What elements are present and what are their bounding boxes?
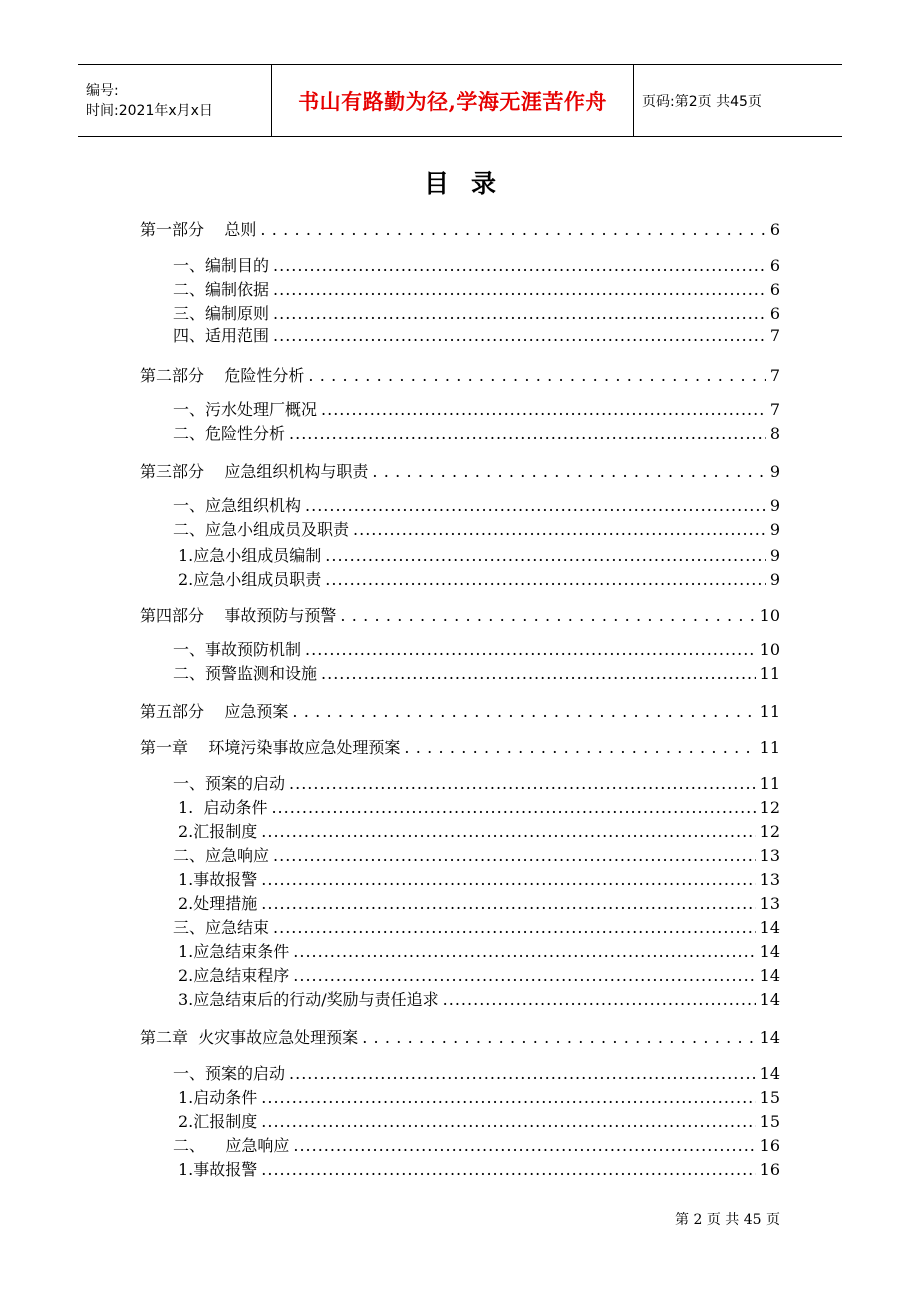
toc-entry-label: 二、应急小组成员及职责 bbox=[173, 520, 350, 539]
toc-entry-page: 8 bbox=[769, 424, 780, 443]
toc-dot-leader bbox=[273, 918, 756, 938]
toc-entry-page: 11 bbox=[759, 774, 780, 793]
toc-entry-page: 14 bbox=[759, 1028, 780, 1047]
toc-entry-label: 一、预案的启动 bbox=[173, 774, 286, 793]
toc-entry[interactable] bbox=[173, 520, 780, 540]
toc-entry-page: 15 bbox=[759, 1112, 780, 1131]
toc-dot-leader bbox=[321, 400, 766, 420]
header-page-label: 页码:第2页 共45页 bbox=[642, 93, 762, 110]
toc-entry-label: 二、预警监测和设施 bbox=[173, 664, 318, 683]
toc-dot-leader bbox=[404, 738, 755, 758]
toc-entry-label: 2.汇报制度 bbox=[178, 1112, 258, 1131]
toc-dot-leader bbox=[289, 774, 756, 794]
toc-entry-page: 15 bbox=[759, 1088, 780, 1107]
toc-dot-leader bbox=[273, 846, 756, 866]
toc-entry-label: 1.事故报警 bbox=[178, 870, 258, 889]
toc-dot-leader bbox=[305, 496, 766, 516]
toc-entry[interactable] bbox=[173, 496, 780, 516]
toc-dot-leader bbox=[321, 664, 756, 684]
toc-entry[interactable] bbox=[173, 846, 780, 866]
toc-entry-page: 6 bbox=[769, 256, 780, 275]
toc-dot-leader bbox=[271, 798, 755, 818]
toc-entry-label: 四、适用范围 bbox=[173, 326, 270, 345]
toc-dot-leader bbox=[293, 1136, 755, 1156]
toc-entry-page: 12 bbox=[759, 798, 780, 817]
toc-dot-leader bbox=[261, 1088, 755, 1108]
toc-entry[interactable] bbox=[173, 1136, 780, 1156]
toc-entry[interactable] bbox=[173, 280, 780, 300]
toc-dot-leader bbox=[289, 1064, 756, 1084]
toc-dot-leader bbox=[372, 462, 765, 482]
toc-entry-label: 第一部分 总则 bbox=[140, 220, 257, 239]
toc-entry-page: 14 bbox=[759, 966, 780, 985]
toc-entry[interactable] bbox=[140, 220, 780, 240]
toc-entry-page: 13 bbox=[759, 870, 780, 889]
toc-entry-label: 二、危险性分析 bbox=[173, 424, 286, 443]
toc-entry[interactable] bbox=[173, 256, 780, 276]
toc-dot-leader bbox=[305, 640, 756, 660]
toc-entry-label: 二、编制依据 bbox=[173, 280, 270, 299]
toc-entry[interactable] bbox=[173, 304, 780, 324]
toc-entry[interactable] bbox=[178, 546, 780, 566]
toc-entry-label: 第四部分 事故预防与预警 bbox=[140, 606, 337, 625]
toc-entry[interactable] bbox=[173, 918, 780, 938]
toc-entry[interactable] bbox=[178, 942, 780, 962]
toc-dot-leader bbox=[273, 304, 766, 324]
toc-entry-label: 一、污水处理厂概况 bbox=[173, 400, 318, 419]
toc-entry-label: 1.启动条件 bbox=[178, 1088, 258, 1107]
toc-entry-page: 10 bbox=[759, 640, 780, 659]
toc-entry-page: 9 bbox=[769, 570, 780, 589]
toc-dot-leader bbox=[273, 280, 766, 300]
toc-entry-label: 1. 启动条件 bbox=[178, 798, 268, 817]
toc-dot-leader bbox=[292, 702, 755, 722]
toc-entry-page: 9 bbox=[769, 496, 780, 515]
toc-dot-leader bbox=[293, 942, 755, 962]
toc-entry-label: 1.事故报警 bbox=[178, 1160, 258, 1179]
toc-entry-label: 一、应急组织机构 bbox=[173, 496, 302, 515]
toc-entry-label: 一、事故预防机制 bbox=[173, 640, 302, 659]
toc-entry[interactable] bbox=[178, 1088, 780, 1108]
toc-entry[interactable] bbox=[178, 1112, 780, 1132]
toc-entry-label: 第三部分 应急组织机构与职责 bbox=[140, 462, 369, 481]
toc-entry[interactable] bbox=[173, 1064, 780, 1084]
toc-entry-page: 11 bbox=[759, 664, 780, 683]
toc-entry[interactable] bbox=[140, 462, 780, 482]
toc-entry-page: 11 bbox=[759, 738, 780, 757]
toc-entry[interactable] bbox=[140, 702, 780, 722]
toc-entry[interactable] bbox=[140, 606, 780, 626]
toc-entry[interactable] bbox=[173, 400, 780, 420]
toc-dot-leader bbox=[443, 990, 756, 1010]
toc-entry[interactable] bbox=[140, 738, 780, 758]
toc-entry-page: 6 bbox=[769, 220, 780, 239]
toc-entry-label: 一、编制目的 bbox=[173, 256, 270, 275]
toc-dot-leader bbox=[261, 870, 755, 890]
toc-entry-page: 9 bbox=[769, 462, 780, 481]
toc-entry-label: 第二部分 危险性分析 bbox=[140, 366, 305, 385]
toc-entry[interactable] bbox=[178, 894, 780, 914]
toc-entry-page: 7 bbox=[769, 326, 780, 345]
toc-entry-page: 13 bbox=[759, 846, 780, 865]
toc-dot-leader bbox=[260, 220, 765, 240]
toc-entry-label: 一、预案的启动 bbox=[173, 1064, 286, 1083]
toc-entry-label: 第一章 环境污染事故应急处理预案 bbox=[140, 738, 401, 757]
toc-entry-page: 16 bbox=[759, 1160, 780, 1179]
toc-entry-label: 三、编制原则 bbox=[173, 304, 270, 323]
toc-entry[interactable] bbox=[173, 640, 780, 660]
toc-dot-leader bbox=[261, 822, 755, 842]
toc-entry-label: 2.汇报制度 bbox=[178, 822, 258, 841]
toc-dot-leader bbox=[261, 1112, 755, 1132]
toc-entry-page: 6 bbox=[769, 280, 780, 299]
toc-entry[interactable] bbox=[178, 822, 780, 842]
toc-dot-leader bbox=[261, 894, 755, 914]
toc-entry[interactable] bbox=[178, 870, 780, 890]
toc-dot-leader bbox=[325, 570, 766, 590]
toc-entry-page: 9 bbox=[769, 546, 780, 565]
toc-dot-leader bbox=[293, 966, 755, 986]
toc-entry-page: 14 bbox=[759, 990, 780, 1009]
toc-entry[interactable] bbox=[178, 990, 780, 1010]
toc-entry-label: 二、 应急响应 bbox=[173, 1136, 290, 1155]
document-time-label: 时间:2021年x月x日 bbox=[86, 102, 213, 119]
toc-entry-page: 13 bbox=[759, 894, 780, 913]
toc-entry-page: 14 bbox=[759, 918, 780, 937]
toc-entry[interactable] bbox=[173, 326, 780, 346]
toc-dot-leader bbox=[340, 606, 755, 626]
toc-entry-page: 6 bbox=[769, 304, 780, 323]
toc-entry-label: 二、应急响应 bbox=[173, 846, 270, 865]
toc-entry-label: 2.处理措施 bbox=[178, 894, 258, 913]
toc-entry[interactable] bbox=[140, 1028, 780, 1048]
toc-entry[interactable] bbox=[140, 366, 780, 386]
toc-entry[interactable] bbox=[173, 774, 780, 794]
toc-entry-label: 第五部分 应急预案 bbox=[140, 702, 289, 721]
toc-dot-leader bbox=[273, 256, 766, 276]
toc-entry-label: 1.应急小组成员编制 bbox=[178, 546, 322, 565]
toc-dot-leader bbox=[353, 520, 766, 540]
toc-entry-page: 7 bbox=[769, 366, 780, 385]
toc-entry[interactable] bbox=[178, 966, 780, 986]
toc-entry[interactable] bbox=[178, 570, 780, 590]
toc-dot-leader bbox=[289, 424, 766, 444]
toc-entry-label: 2.应急结束程序 bbox=[178, 966, 290, 985]
toc-entry-page: 14 bbox=[759, 1064, 780, 1083]
toc-entry-page: 14 bbox=[759, 942, 780, 961]
toc-entry-page: 11 bbox=[759, 702, 780, 721]
page-footer: 第 2 页 共 45 页 bbox=[675, 1212, 780, 1228]
toc-dot-leader bbox=[325, 546, 766, 566]
toc-entry-page: 12 bbox=[759, 822, 780, 841]
toc-entry[interactable] bbox=[173, 424, 780, 444]
toc-entry-page: 9 bbox=[769, 520, 780, 539]
toc-entry[interactable] bbox=[178, 798, 780, 818]
toc-dot-leader bbox=[273, 326, 766, 346]
toc-entry-page: 7 bbox=[769, 400, 780, 419]
toc-entry-page: 10 bbox=[759, 606, 780, 625]
toc-dot-leader bbox=[261, 1160, 755, 1180]
toc-entry-label: 三、应急结束 bbox=[173, 918, 270, 937]
motto-text: 书山有路勤为径,学海无涯苦作舟 bbox=[298, 88, 607, 114]
toc-entry-label: 3.应急结束后的行动/奖励与责任追求 bbox=[178, 990, 439, 1009]
toc-entry[interactable] bbox=[178, 1160, 780, 1180]
toc-entry[interactable] bbox=[173, 664, 780, 684]
toc-title: 目录 bbox=[423, 169, 518, 198]
toc-entry-page: 16 bbox=[759, 1136, 780, 1155]
document-number-label: 编号: bbox=[86, 82, 119, 99]
toc-dot-leader bbox=[362, 1028, 755, 1048]
toc-dot-leader bbox=[308, 366, 765, 386]
toc-entry-label: 2.应急小组成员职责 bbox=[178, 570, 322, 589]
toc-entry-label: 第二章 火灾事故应急处理预案 bbox=[140, 1028, 359, 1047]
toc-entry-label: 1.应急结束条件 bbox=[178, 942, 290, 961]
